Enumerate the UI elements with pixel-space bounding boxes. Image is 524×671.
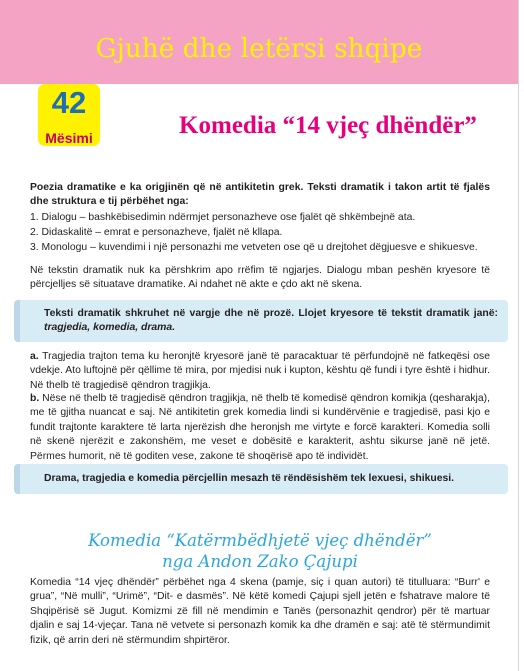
lesson-label: Mësimi: [45, 130, 93, 146]
intro-paragraph: Poezia dramatike e ka origjinën që në antikitetin grek. Teksti dramatik i takon artit të fjalës dhe struktura e tij përbëhet nga:: [30, 182, 490, 208]
message-callout-text: Drama, tragjedia e komedia përcjellin mesazh të rëndësishëm tek lexuesi, shikuesi.: [44, 473, 455, 484]
genres-callout-emphasis: tragjedia, komedia, drama.: [44, 322, 176, 334]
structure-list: [30, 210, 490, 255]
lesson-title: Komedia “14 vjeç dhëndër”: [179, 112, 477, 139]
comedy-paragraph: [30, 392, 490, 464]
comedy-text: Nëse në thelb të tragjedisë qëndron tragjikja, në thelb të komedisë qëndron komikja (qesharakja), me të gjitha nuancat e saj. Në antikitetin grek komedia lindi si kundërvënie e tragjedisë, pasi kjo e fundit trajtonte karaktere të larta njerëzish dhe heronjsh me virtyte e forcë karakteri. Komedia solli në skenë njerëzit e zakonshëm, me veset e dobësitë e karakterit, ashtu sikurse janë në jetë. Përmes humorit, në të goditen vese, zakone të shoqërisë apo të individët.: [30, 393, 490, 462]
list-item: 1. Dialogu – bashkëbisedimin ndërmjet personazheve ose fjalët që shkëmbejnë ata.: [30, 212, 416, 223]
list-item: 3. Monologu – kuvendimi i një personazhi me vetveten ose që u drejtohet dëgjuesve e shikuesve.: [30, 242, 478, 253]
genres-callout-main: Teksti dramatik shkruhet në vargje dhe në prozë. Llojet kryesore të tekstit dramatik janë:: [44, 308, 498, 319]
comedy-marker: b.: [30, 393, 40, 404]
subsection-title: [30, 530, 490, 572]
subsection-title-line2: nga Andon Zako Çajupi: [162, 552, 358, 571]
genres-callout: [14, 300, 508, 342]
tragedy-marker: a.: [30, 351, 39, 362]
lesson-number: 42: [51, 85, 87, 120]
closing-paragraph: Komedia “14 vjeç dhëndër” përbëhet nga 4 skena (pamje, siç i quan autori) të titulluara: “Burr' e grua”, “Në mulli”, “Urimë”, “Dit- e dasmës”. Në këtë komedi Çajupi sjell jetën e fshatrave malore të Shqipërisë së Jugut. Komizmi zë fill në mendimin e Tanës (personazhit qendror) për të martuar djalin e saj 14-vjeçar. Tana në vetvete si personazh komik ka dhe dramën e saj: atë të stërmundimit fizik, që arrin deri në stërmundim shpirtëror.: [30, 577, 490, 646]
tragedy-text: Tragjedia trajton tema ku heronjtë kryesorë janë të paracaktuar të përfundojnë në fatkeqësi ose vdekje. Ato luftojnë për qëllime të mira, por mjedisi nuk i kupton, kështu që fundi i tyre është i hidhur. Në thelb të tragjedisë qëndron tragjikja.: [30, 351, 490, 391]
page-edge-rule: [518, 0, 519, 671]
subsection-title-line1: Komedia “Katërmbëdhjetë vjeç dhëndër”: [88, 531, 432, 550]
genres-callout-text: [44, 307, 498, 336]
dramatic-text-paragraph: Në tekstin dramatik nuk ka përshkrim apo rrëfim të ngjarjes. Dialogu mban peshën kryesore të përcjelljes së situatave dramatike. Ai ndahet në akte e çdo akt në skena.: [30, 265, 490, 291]
subject-title: Gjuhë dhe letërsi shqipe: [95, 34, 423, 64]
list-item: 2. Didaskalitë – emrat e personazheve, fjalët në kllapa.: [30, 227, 283, 238]
message-callout: [14, 464, 508, 494]
tragedy-paragraph: [30, 350, 490, 393]
